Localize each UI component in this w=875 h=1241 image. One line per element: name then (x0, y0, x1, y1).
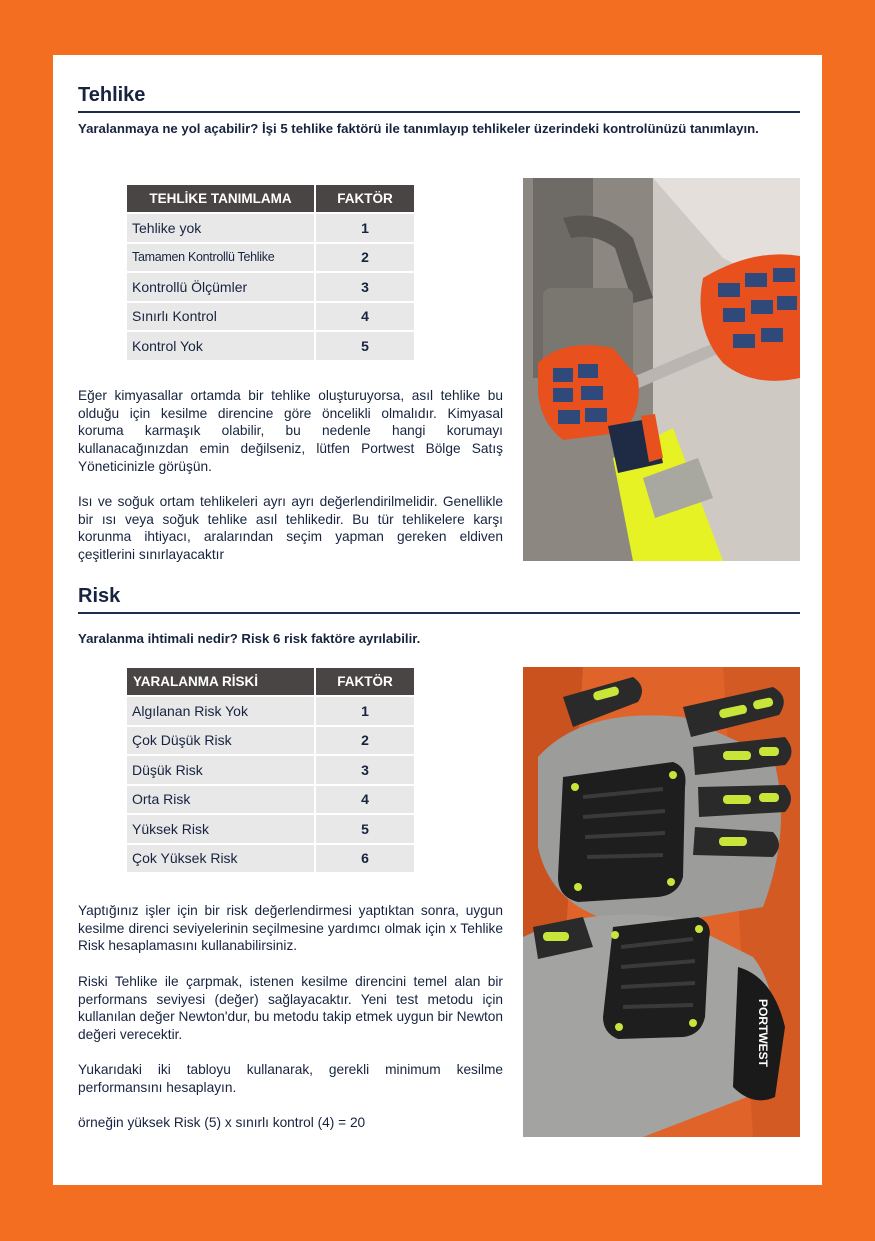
hazard-title: Tehlike (78, 84, 146, 106)
row-factor: 2 (316, 727, 414, 755)
table-row (127, 756, 414, 784)
row-factor: 2 (316, 244, 414, 272)
row-label: Orta Risk (127, 786, 314, 814)
row-label: Sınırlı Kontrol (127, 303, 314, 331)
table-row (127, 786, 414, 814)
row-label: Kontrollü Ölçümler (127, 273, 314, 301)
glove-brand-mark: PORTWEST (756, 999, 770, 1067)
hazard-table-header-label: TEHLİKE TANIMLAMA (127, 185, 314, 212)
hazard-paragraph-1: Eğer kimyasallar ortamda bir tehlike oluşturuyorsa, asıl tehlike bu olduğu için kesilme direncine göre öncelikli olmalıdır. Kimyasal koruma karmaşık olabilir, bu nedenle hangi korumayı kullanacağınızdan emin değilseniz, lütfen Portwest Bölge Satış Yöneticinizle görüşün. (78, 388, 503, 474)
risk-table-header (127, 668, 414, 695)
table-row (127, 244, 414, 272)
risk-title: Risk (78, 585, 121, 607)
table-row (127, 303, 414, 331)
risk-paragraph-4: örneğin yüksek Risk (5) x sınırlı kontrol (4) = 20 (78, 1115, 366, 1130)
hazard-table-header (127, 185, 414, 212)
document-page (53, 55, 822, 1185)
table-row (127, 332, 414, 360)
risk-table-header-label: YARALANMA RİSKİ (127, 668, 314, 695)
row-label: Kontrol Yok (127, 332, 314, 360)
table-row (127, 214, 414, 242)
row-label: Tehlike yok (127, 214, 314, 242)
table-row (127, 273, 414, 301)
row-label: Çok Yüksek Risk (127, 845, 314, 873)
row-label: Düşük Risk (127, 756, 314, 784)
row-factor: 4 (316, 786, 414, 814)
gloves-wrench-photo (523, 178, 800, 561)
hazard-table (125, 183, 416, 362)
row-factor: 6 (316, 845, 414, 873)
row-label: Yüksek Risk (127, 815, 314, 843)
hazard-subtitle: Yaralanmaya ne yol açabilir? İşi 5 tehlike faktörü ile tanımlayıp tehlikeler üzerindeki kontrolünüzü tanımlayın. (78, 121, 759, 136)
row-label: Tamamen Kontrollü Tehlike (127, 244, 314, 272)
risk-subtitle: Yaralanma ihtimali nedir? Risk 6 risk faktöre ayrılabilir. (78, 631, 421, 646)
table-row (127, 697, 414, 725)
risk-divider (78, 612, 800, 614)
row-factor: 5 (316, 332, 414, 360)
row-factor: 5 (316, 815, 414, 843)
hazard-paragraph-2: Isı ve soğuk ortam tehlikeleri ayrı ayrı değerlendirilmelidir. Genellikle bir ısı veya soğuk tehlike asıl tehlikedir. Bu tür tehlikelere karşı korunma ihtiyacı, aralarından seçim yapman gereken eldiven çeşitlerini sınırlayacaktır (78, 494, 503, 563)
risk-paragraph-1: Yaptığınız işler için bir risk değerlendirmesi yaptıktan sonra, uygun kesilme direnci seviyelerinin seçilmesine yardımcı olmak için x Tehlike Risk hesaplamasını kullanabilirsiniz. (78, 903, 503, 954)
row-factor: 3 (316, 273, 414, 301)
table-row (127, 727, 414, 755)
row-factor: 4 (316, 303, 414, 331)
risk-table-header-factor: FAKTÖR (316, 668, 414, 695)
row-factor: 3 (316, 756, 414, 784)
table-row (127, 845, 414, 873)
row-label: Çok Düşük Risk (127, 727, 314, 755)
row-factor: 1 (316, 214, 414, 242)
table-row (127, 815, 414, 843)
risk-table (125, 666, 416, 874)
risk-paragraph-2: Riski Tehlike ile çarpmak, istenen kesilme direncini temel alan bir performans seviyesi (değer) sağlayacaktır. Yeni test metodu için kullanılan değer Newton'dur, bu metodu takip etmek uygun bir Newton değeri verecektir. (78, 974, 503, 1043)
hazard-divider (78, 111, 800, 113)
risk-paragraph-3: Yukarıdaki iki tabloyu kullanarak, gerekli minimum kesilme performansını hesaplayın. (78, 1062, 503, 1095)
hazard-table-header-factor: FAKTÖR (316, 185, 414, 212)
impact-gloves-photo (523, 667, 800, 1137)
row-label: Algılanan Risk Yok (127, 697, 314, 725)
row-factor: 1 (316, 697, 414, 725)
